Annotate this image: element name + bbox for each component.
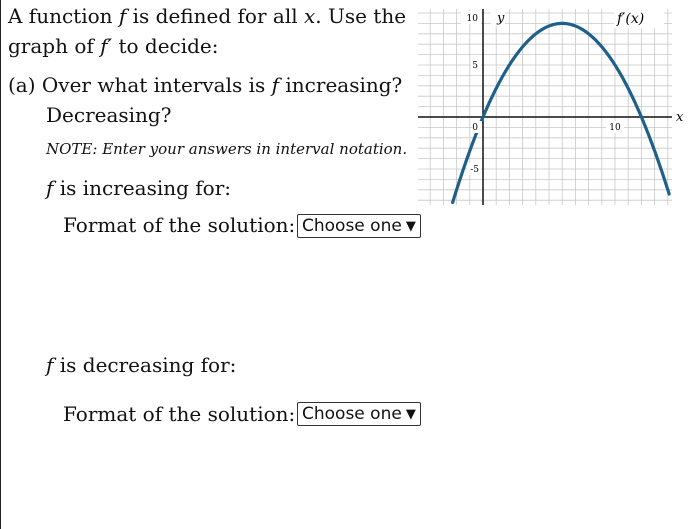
increasing-select-value: Choose one: [302, 216, 402, 236]
part-a-label: (a): [8, 73, 36, 97]
interval-notation-note: NOTE: Enter your answers in interval notation.: [46, 140, 408, 158]
question-text: Over what intervals is: [41, 73, 272, 97]
var-f: f: [271, 73, 280, 97]
increasing-label-text: is increasing for:: [53, 176, 232, 200]
tick-label-y-10: 10: [466, 14, 478, 24]
var-x: x: [303, 4, 316, 28]
intro-text: A function: [8, 4, 119, 28]
tick-label-x-10: 10: [609, 123, 621, 133]
curve-label: f′(x): [617, 11, 645, 27]
question-text: increasing?: [279, 73, 403, 97]
fprime-curve: [453, 23, 669, 202]
intro-text: to decide:: [112, 34, 219, 58]
part-a-question-2: Decreasing?: [46, 103, 172, 127]
graph-grid: [418, 9, 672, 205]
tick-label-origin: 0: [472, 123, 478, 133]
var-f: f: [46, 353, 54, 377]
decreasing-select-value: Choose one: [302, 404, 402, 424]
var-f: f: [118, 4, 127, 28]
tick-label-y-neg5: -5: [470, 165, 479, 175]
var-fprime: f′: [100, 34, 113, 58]
decreasing-format-label: Format of the solution:: [63, 402, 296, 426]
intro-text: graph of: [8, 34, 101, 58]
intro-text: . Use the: [315, 4, 407, 28]
y-axis-label: y: [497, 11, 505, 26]
tick-label-y-5: 5: [472, 61, 478, 71]
var-f: f: [46, 176, 54, 200]
dropdown-triangle-icon: ▼: [405, 406, 416, 422]
dropdown-triangle-icon: ▼: [405, 218, 416, 234]
increasing-format-label: Format of the solution:: [63, 213, 296, 237]
x-axis-label: x: [676, 110, 684, 125]
intro-text: is defined for all: [126, 4, 304, 28]
decreasing-label-text: is decreasing for:: [53, 353, 237, 377]
